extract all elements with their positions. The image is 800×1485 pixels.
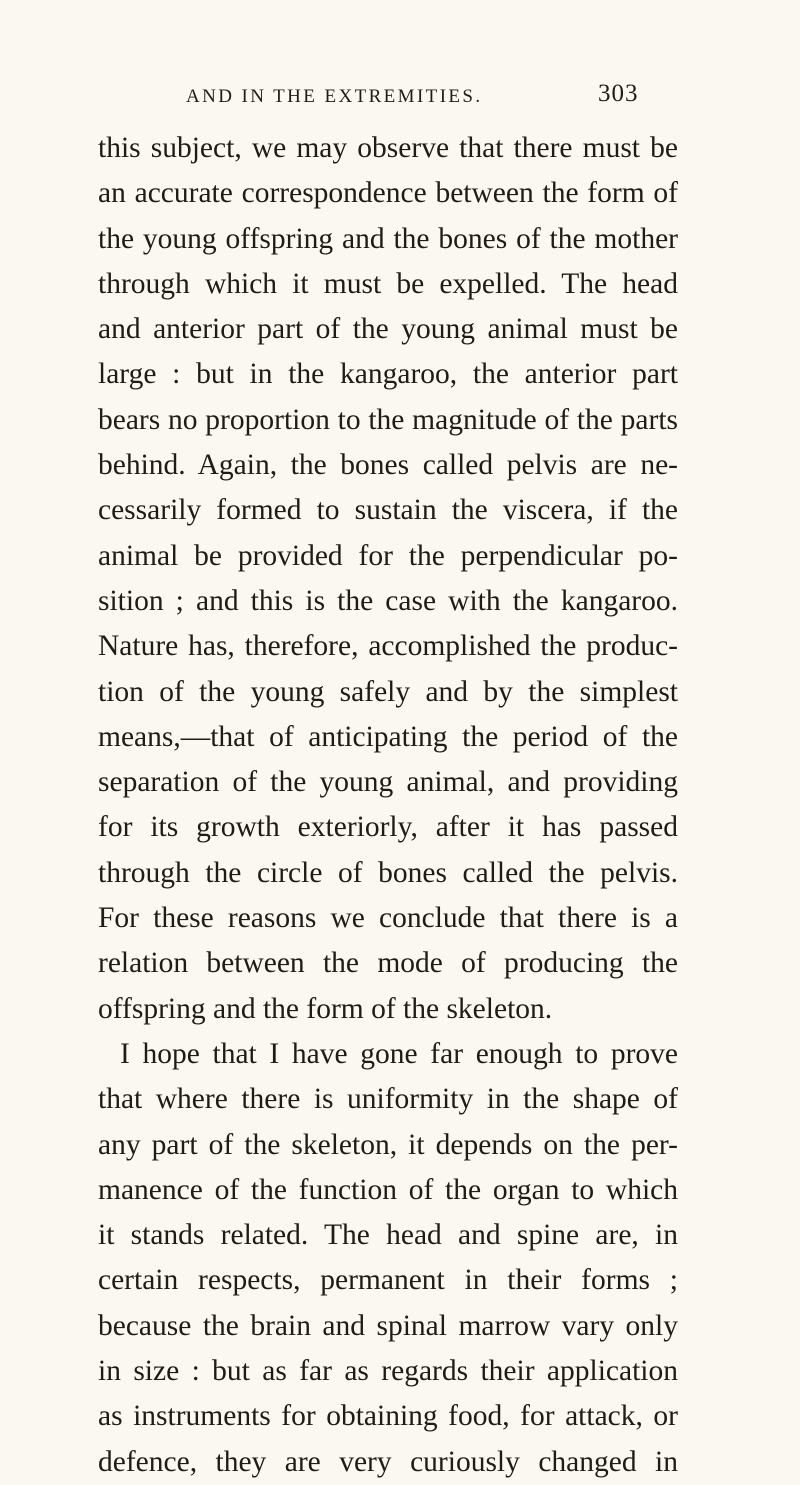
text-line: any part of the skeleton, it depends on the per- [98,1128,678,1161]
text-line: For these reasons we conclude that there is a [98,902,678,935]
text-line: that where there is uniformity in the shape of [98,1083,678,1116]
text-line: as instruments for obtaining food, for attack, or [98,1400,678,1433]
text-line: because the brain and spinal marrow vary only [98,1309,678,1342]
text-line: for its growth exteriorly, after it has passed [98,811,678,844]
text-line: tion of the young safely and by the simplest [98,675,678,708]
text-line: relation between the mode of producing the [98,947,678,980]
text-line: through the circle of bones called the pelvis. [98,856,678,889]
text-line: the young offspring and the bones of the mother [98,222,678,255]
text-line: separation of the young animal, and providing [98,766,678,799]
text-line: means,—that of anticipating the period of the [98,720,678,753]
text-line: sition ; and this is the case with the kangaroo. [98,584,678,617]
text-line: I hope that I have gone far enough to prove [120,1037,678,1070]
body-text [98,126,678,1485]
page-number: 303 [598,80,639,107]
text-line: large : but in the kangaroo, the anterior part [98,358,678,391]
text-line: manence of the function of the organ to which [98,1173,678,1206]
running-head: AND IN THE EXTREMITIES. [186,86,483,107]
text-line: and anterior part of the young animal must be [98,313,678,346]
text-line: defence, they are very curiously changed in [98,1445,678,1478]
text-line: bears no proportion to the magnitude of the parts [98,403,678,436]
text-line: this subject, we may observe that there must be [98,132,678,164]
text-line: cessarily formed to sustain the viscera, if the [98,494,678,527]
text-line: offspring and the form of the skeleton. [98,992,553,1025]
page-header [0,80,800,120]
text-line: an accurate correspondence between the form of [98,177,678,210]
text-line: Nature has, therefore, accomplished the produc- [98,630,678,663]
text-line: certain respects, permanent in their forms ; [98,1264,678,1297]
text-line: animal be provided for the perpendicular po- [98,539,678,572]
text-line: behind. Again, the bones called pelvis are ne- [98,449,678,482]
text-line: in size : but as far as regards their application [98,1355,678,1388]
text-line: it stands related. The head and spine are, in [98,1219,678,1252]
text-line: through which it must be expelled. The head [98,267,678,300]
